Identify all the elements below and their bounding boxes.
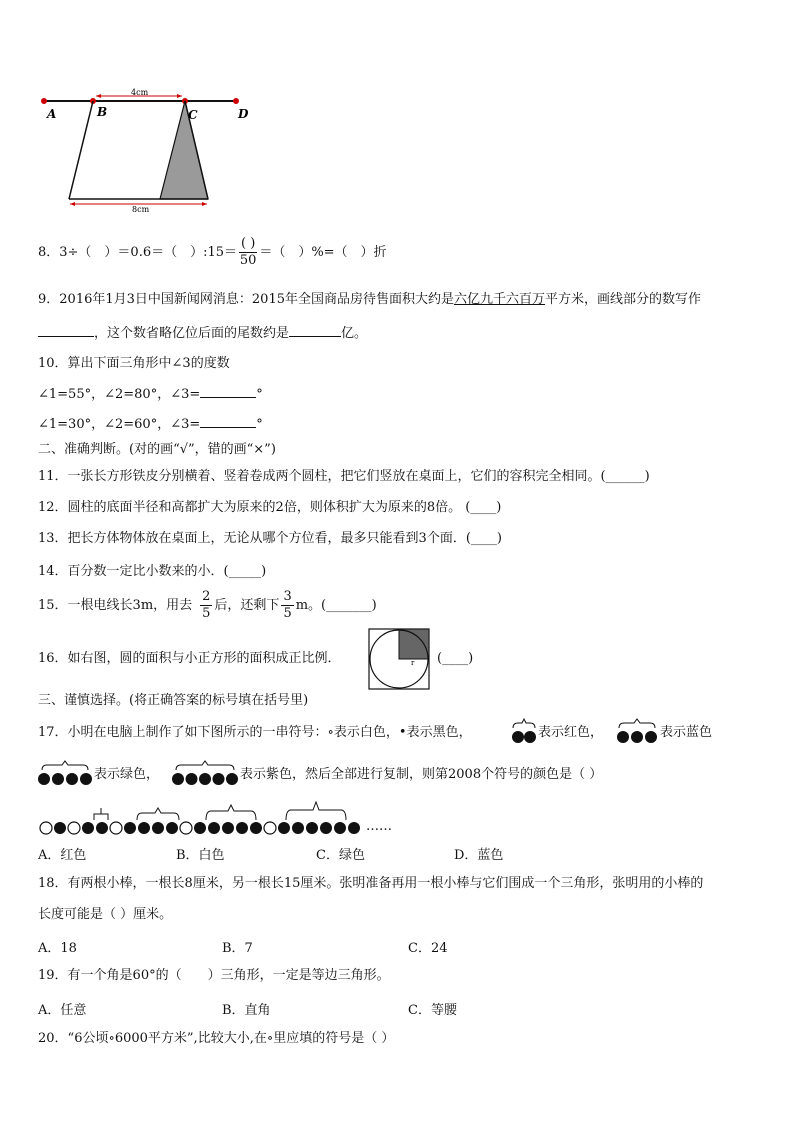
answer-blank[interactable] xyxy=(289,324,341,337)
fraction-blank-50: $\frac{( )}{50}$ xyxy=(239,236,257,268)
bottom-length: 8cm xyxy=(132,205,150,214)
question-11: 11．一张长方形铁皮分别横着、竖着卷成两个圆柱，把它们竖放在桌面上，它们的容积完全相同。(______) xyxy=(38,469,650,484)
q19-option-b[interactable]: B．直角 xyxy=(222,1003,271,1018)
q19-option-a[interactable]: A．任意 xyxy=(38,1003,87,1018)
question-10-row2: ∠1=30°，∠2=60°，∠3= ° xyxy=(38,417,263,432)
fraction-3-5: $\frac{3}{5}$ xyxy=(283,589,292,621)
answer-blank[interactable] xyxy=(200,415,256,428)
question-16: 16．如右图，圆的面积与小正方形的面积成正比例． xyxy=(38,651,341,666)
top-length: 4cm xyxy=(131,88,149,97)
symbol-sequence xyxy=(36,796,366,836)
question-9-line1: 9．2016年1月3日中国新闻网消息：2015年全国商品房待售面积大约是六亿九千六百万平方米，画线部分的数写作 xyxy=(38,292,702,307)
red-label: 表示红色， xyxy=(538,725,604,740)
question-14: 14．百分数一定比小数来的小．(_____) xyxy=(38,564,267,579)
q17-option-c[interactable]: C．绿色 xyxy=(316,848,365,863)
fraction-2-5: $\frac{2}{5}$ xyxy=(202,589,211,621)
underlined-number: 六亿九千六百万 xyxy=(453,292,545,307)
question-10-row1: ∠1=55°，∠2=80°，∠3= ° xyxy=(38,387,263,402)
label-a: A xyxy=(47,107,57,121)
label-d: D xyxy=(238,107,249,121)
q18-option-c[interactable]: C．24 xyxy=(408,941,448,956)
red-symbol xyxy=(510,718,538,746)
q17-option-d[interactable]: D．蓝色 xyxy=(454,848,504,863)
label-c: C xyxy=(188,108,198,122)
question-17-line1: 17．小明在电脑上制作了如下图所示的一串符号：∘表示白色，•表示黑色， xyxy=(38,725,472,740)
question-16-blank: (____) xyxy=(437,651,474,666)
blue-symbol xyxy=(614,718,660,746)
q17-option-a[interactable]: A．红色 xyxy=(38,848,87,863)
radius-label-1: r xyxy=(392,646,396,654)
radius-label-2: r xyxy=(411,659,415,667)
green-label: 表示绿色， xyxy=(94,767,160,782)
answer-blank[interactable] xyxy=(200,385,256,398)
q18-option-b[interactable]: B．7 xyxy=(222,941,253,956)
q18-option-a[interactable]: A．18 xyxy=(38,941,77,956)
section-2-title: 二、准确判断。(对的画“√”，错的画“×”) xyxy=(38,442,276,457)
question-20: 20．“6公顷∘6000平方米”,比较大小,在∘里应填的符号是（ ） xyxy=(38,1031,395,1046)
question-15: 15．一根电线长3m，用去 $\frac{2}{5}$ 后，还剩下 $\frac{3}{5}$ m。(_______) xyxy=(38,589,377,621)
answer-blank[interactable] xyxy=(38,324,94,337)
question-9-line2: ，这个数省略亿位后面的尾数约是 亿。 xyxy=(38,324,367,343)
sequence-ellipsis: …… xyxy=(366,819,392,834)
q19-option-c[interactable]: C．等腰 xyxy=(408,1003,457,1018)
green-symbol xyxy=(36,760,94,788)
question-8: 8．3÷（ ）＝0.6＝（ ）:15＝ $\frac{( )}{50}$ ＝（ ）%=（ ）折 xyxy=(38,236,387,268)
q17-option-b[interactable]: B．白色 xyxy=(176,848,225,863)
question-13: 13．把长方体物体放在桌面上，无论从哪个方位看，最多只能看到3个面．(____) xyxy=(38,531,502,546)
question-19: 19．有一个角是60°的（ ）三角形，一定是等边三角形。 xyxy=(38,968,390,983)
blue-label: 表示蓝色 xyxy=(660,725,713,740)
purple-symbol xyxy=(170,760,240,788)
trapezoid-figure xyxy=(30,85,260,215)
question-10-title: 10．算出下面三角形中∠3的度数 xyxy=(38,356,230,371)
section-3-title: 三、谨慎选择。(将正确答案的标号填在括号里) xyxy=(38,693,309,708)
purple-label: 表示紫色，然后全部进行复制，则第2008个符号的颜色是（ ） xyxy=(240,767,603,782)
question-18-line1: 18．有两根小棒，一根长8厘米，另一根长15厘米。张明准备再用一根小棒与它们围成一个三角形，张明用的小棒的 xyxy=(38,876,704,891)
question-12: 12．圆柱的底面半径和高都扩大为原来的2倍，则体积扩大为原来的8倍。 (____) xyxy=(38,500,502,515)
circle-square-figure xyxy=(368,628,430,690)
question-18-line2: 长度可能是（ ）厘米。 xyxy=(38,907,173,922)
label-b: B xyxy=(97,105,108,119)
